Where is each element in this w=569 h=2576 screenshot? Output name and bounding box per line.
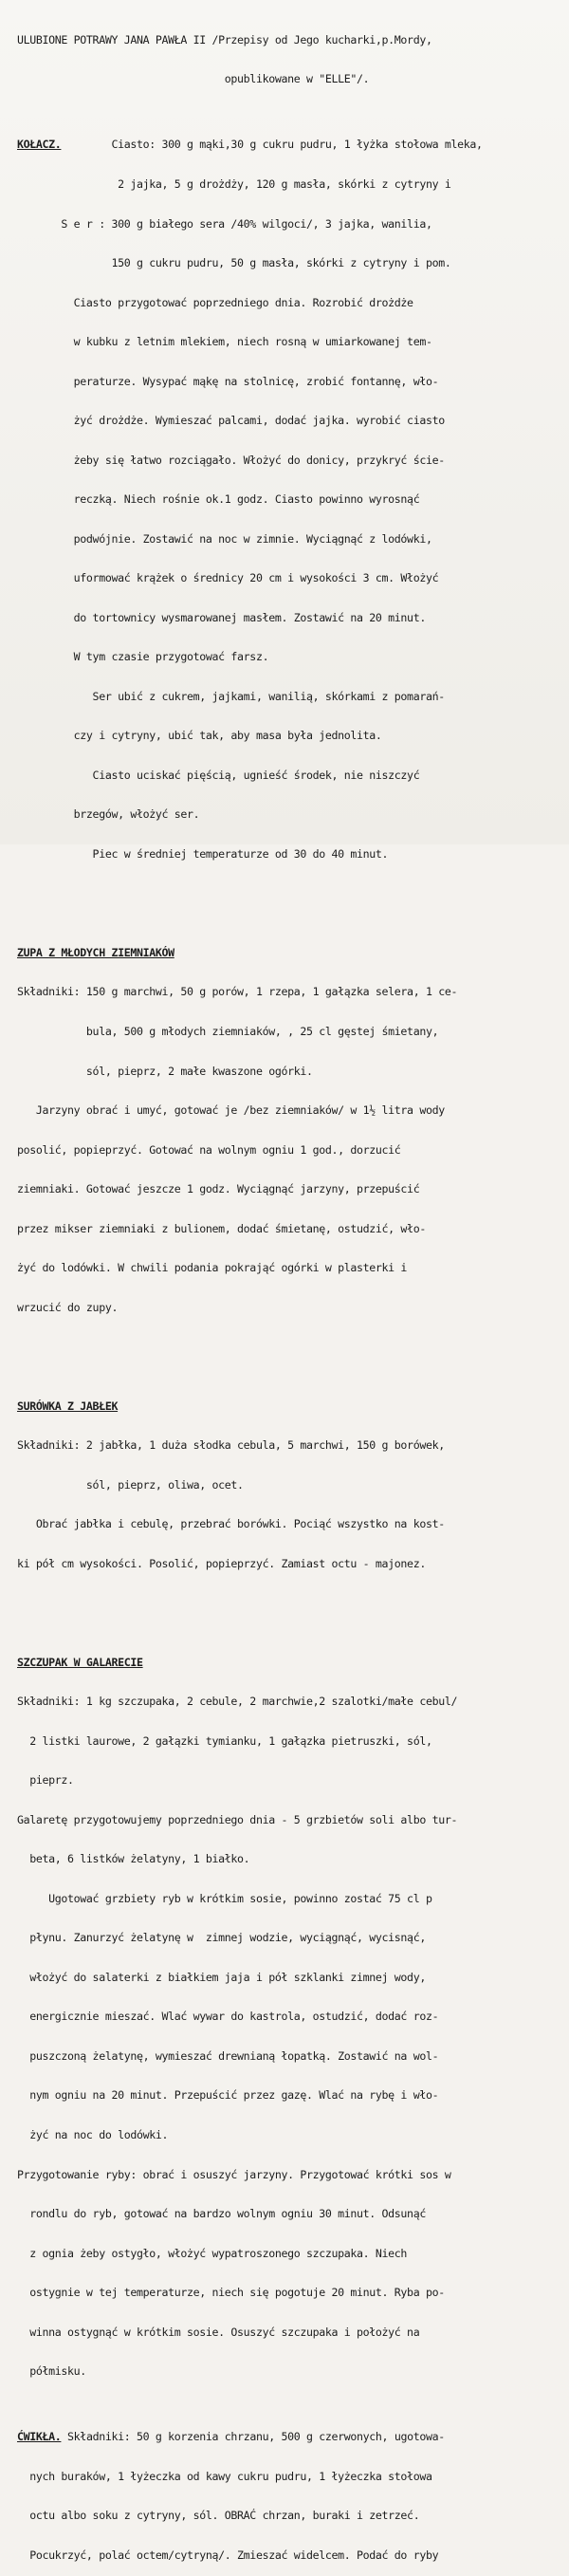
recipe-line: reczką. Niech rośnie ok.1 godz. Ciasto powinno wyrosnąć (17, 492, 420, 507)
recipe-line: octu albo soku z cytryny, sól. OBRAĆ chrzan, buraki i zetrzeć. (17, 2509, 420, 2523)
recipe-line: Składniki: 2 jabłka, 1 duża słodka cebula, 5 marchwi, 150 g borówek, (17, 1438, 445, 1453)
recipe-line: pieprz. (17, 1773, 74, 1788)
recipe-line: płynu. Zanurzyć żelatynę w zimnej wodzie, wyciągnąć, wycisnąć, (17, 1931, 426, 1945)
recipe-line: sól, pieprz, oliwa, ocet. (17, 1477, 244, 1492)
recipe-line: brzegów, włożyć ser. (17, 807, 200, 822)
recipe-line: winna ostygnąć w krótkim sosie. Osuszyć szczupaka i położyć na (17, 2325, 420, 2339)
section-heading-surowka: SURÓWKA Z JABŁEK (17, 1399, 119, 1413)
recipe-line: S e r : 300 g białego sera /40% wilgoci/, 3 jajka, wanilia, (17, 216, 432, 231)
recipe-line: żyć do lodówki. W chwili podania pokrająć ogórki w plasterki i (17, 1261, 408, 1275)
recipe-line: puszczoną żelatynę, wymieszać drewnianą łopatką. Zostawić na wol- (17, 2048, 439, 2063)
recipe-line: Ugotować grzbiety ryb w krótkim sosie, powinno zostać 75 cl p (17, 1891, 432, 1905)
cwikla-first-line (17, 2431, 560, 2444)
recipe-line: żyć drożdże. Wymieszać palcami, dodać jajka. wyrobić ciasto (17, 414, 445, 428)
recipe-line: do tortownicy wysmarowanej masłem. Zostawić na 20 minut. (17, 610, 426, 624)
section-heading-cwikla: ĆWIKŁA. (17, 2430, 62, 2444)
recipe-line: peraturze. Wysypać mąkę na stolnicę, zrobić fontannę, wło- (17, 374, 439, 388)
recipe-line: posolić, popieprzyć. Gotować na wolnym ogniu 1 god., dorzucić (17, 1142, 401, 1157)
document-title-line-1: ULUBIONE POTRAWY JANA PAWŁA II /Przepisy od Jego kucharki,p.Mordy, (17, 32, 432, 46)
recipe-line: Składniki: 150 g marchwi, 50 g porów, 1 rzepa, 1 gałązka selera, 1 ce- (17, 985, 458, 999)
recipe-line: półmisku. (17, 2364, 86, 2379)
recipe-line: Składniki: 50 g korzenia chrzanu, 500 g czerwonych, ugotowa- (61, 2430, 445, 2444)
recipe-line: włożyć do salaterki z białkiem jaja i pół szklanki zimnej wody, (17, 1970, 426, 1984)
recipe-line: ostygnie w tej temperaturze, niech się pogotuje 20 minut. Ryba po- (17, 2286, 445, 2300)
recipe-line: rondlu do ryb, gotować na bardzo wolnym ogniu 30 minut. Odsunąć (17, 2207, 426, 2221)
recipe-line: podwójnie. Zostawić na noc w zimnie. Wyciągnąć z lodówki, (17, 531, 432, 546)
recipe-line: żyć na noc do lodówki. (17, 2128, 169, 2141)
recipe-line: W tym czasie przygotować farsz. (17, 650, 269, 664)
recipe-line: Pocukrzyć, polać octem/cytryną/. Zmieszać widelcem. Podać do ryby (17, 2548, 439, 2562)
recipe-line: z ognia żeby ostygło, włożyć wypatroszonego szczupaka. Niech (17, 2246, 408, 2260)
section-heading-szczupak: SZCZUPAK W GALARECIE (17, 1655, 143, 1669)
recipe-line: sól, pieprz, 2 małe kwaszone ogórki. (17, 1064, 313, 1078)
recipe-line: Ser ubić z cukrem, jajkami, wanilią, skórkami z pomarań- (17, 689, 445, 703)
recipe-line: uformować krążek o średnicy 20 cm i wysokości 3 cm. Włożyć (17, 571, 439, 585)
recipe-line: żeby się łatwo rozciągało. Włożyć do donicy, przykryć ście- (17, 453, 445, 467)
recipe-line: Ciasto uciskać pięścią, ugnieść środek, nie niszczyć (17, 768, 420, 782)
recipe-line: nych buraków, 1 łyżeczka od kawy cukru pudru, 1 łyżeczka stołowa (17, 2469, 432, 2483)
recipe-line: przez mikser ziemniaki z bulionem, dodać śmietanę, ostudzić, wło- (17, 1221, 426, 1235)
recipe-line: ziemniaki. Gotować jeszcze 1 godz. Wyciągnąć jarzyny, przepuścić (17, 1182, 420, 1196)
recipe-line: 150 g cukru pudru, 50 g masła, skórki z cytryny i pom. (17, 256, 451, 270)
section-heading-zupa: ZUPA Z MŁODYCH ZIEMNIAKÓW (17, 945, 174, 959)
recipe-line: ki pół cm wysokości. Posolić, popieprzyć. Zamiast octu - majonez. (17, 1556, 426, 1570)
recipe-line: Składniki: 1 kg szczupaka, 2 cebule, 2 marchwie,2 szalotki/małe cebul/ (17, 1695, 458, 1709)
recipe-line: 2 listki laurowe, 2 gałązki tymianku, 1 gałązka pietruszki, sól, (17, 1733, 432, 1748)
recipe-line: nym ogniu na 20 minut. Przepuścić przez gazę. Wlać na rybę i wło- (17, 2088, 439, 2103)
recipe-line: energicznie mieszać. Wlać wywar do kastrola, ostudzić, dodać roz- (17, 2010, 439, 2024)
recipe-line: czy i cytryny, ubić tak, aby masa była jednolita. (17, 729, 382, 743)
recipe-line: wrzucić do zupy. (17, 1300, 119, 1314)
section-heading-kolacz: KOŁACZ. (17, 138, 62, 152)
recipe-line: Ciasto przygotować poprzedniego dnia. Rozrobić drożdże (17, 295, 413, 309)
kolacz-first-line (17, 139, 560, 152)
recipe-line: 2 jajka, 5 g drożdży, 120 g masła, skórki z cytryny i (17, 176, 451, 191)
recipe-line: Piec w średniej temperaturze od 30 do 40 minut. (17, 847, 389, 861)
recipe-line: bula, 500 g młodych ziemniaków, , 25 cl gęstej śmietany, (17, 1024, 439, 1038)
recipe-line: Obrać jabłka i cebulę, przebrać borówki. Pociąć wszystko na kost- (17, 1517, 445, 1531)
recipe-line: Ciasto: 300 g mąki,30 g cukru pudru, 1 łyżka stołowa mleka, (61, 138, 483, 152)
recipe-line: beta, 6 listków żelatyny, 1 białko. (17, 1852, 250, 1866)
document-title-line-2: opublikowane w "ELLE"/. (17, 72, 370, 86)
recipe-line: Galaretę przygotowujemy poprzedniego dnia - 5 grzbietów soli albo tur- (17, 1812, 458, 1826)
recipe-line: w kubku z letnim mlekiem, niech rosną w umiarkowanej tem- (17, 335, 432, 349)
recipe-line: Przygotowanie ryby: obrać i osuszyć jarzyny. Przygotować krótki sos w (17, 2167, 451, 2181)
recipe-line: Jarzyny obrać i umyć, gotować je /bez ziemniaków/ w 1½ litra wody (17, 1103, 445, 1118)
